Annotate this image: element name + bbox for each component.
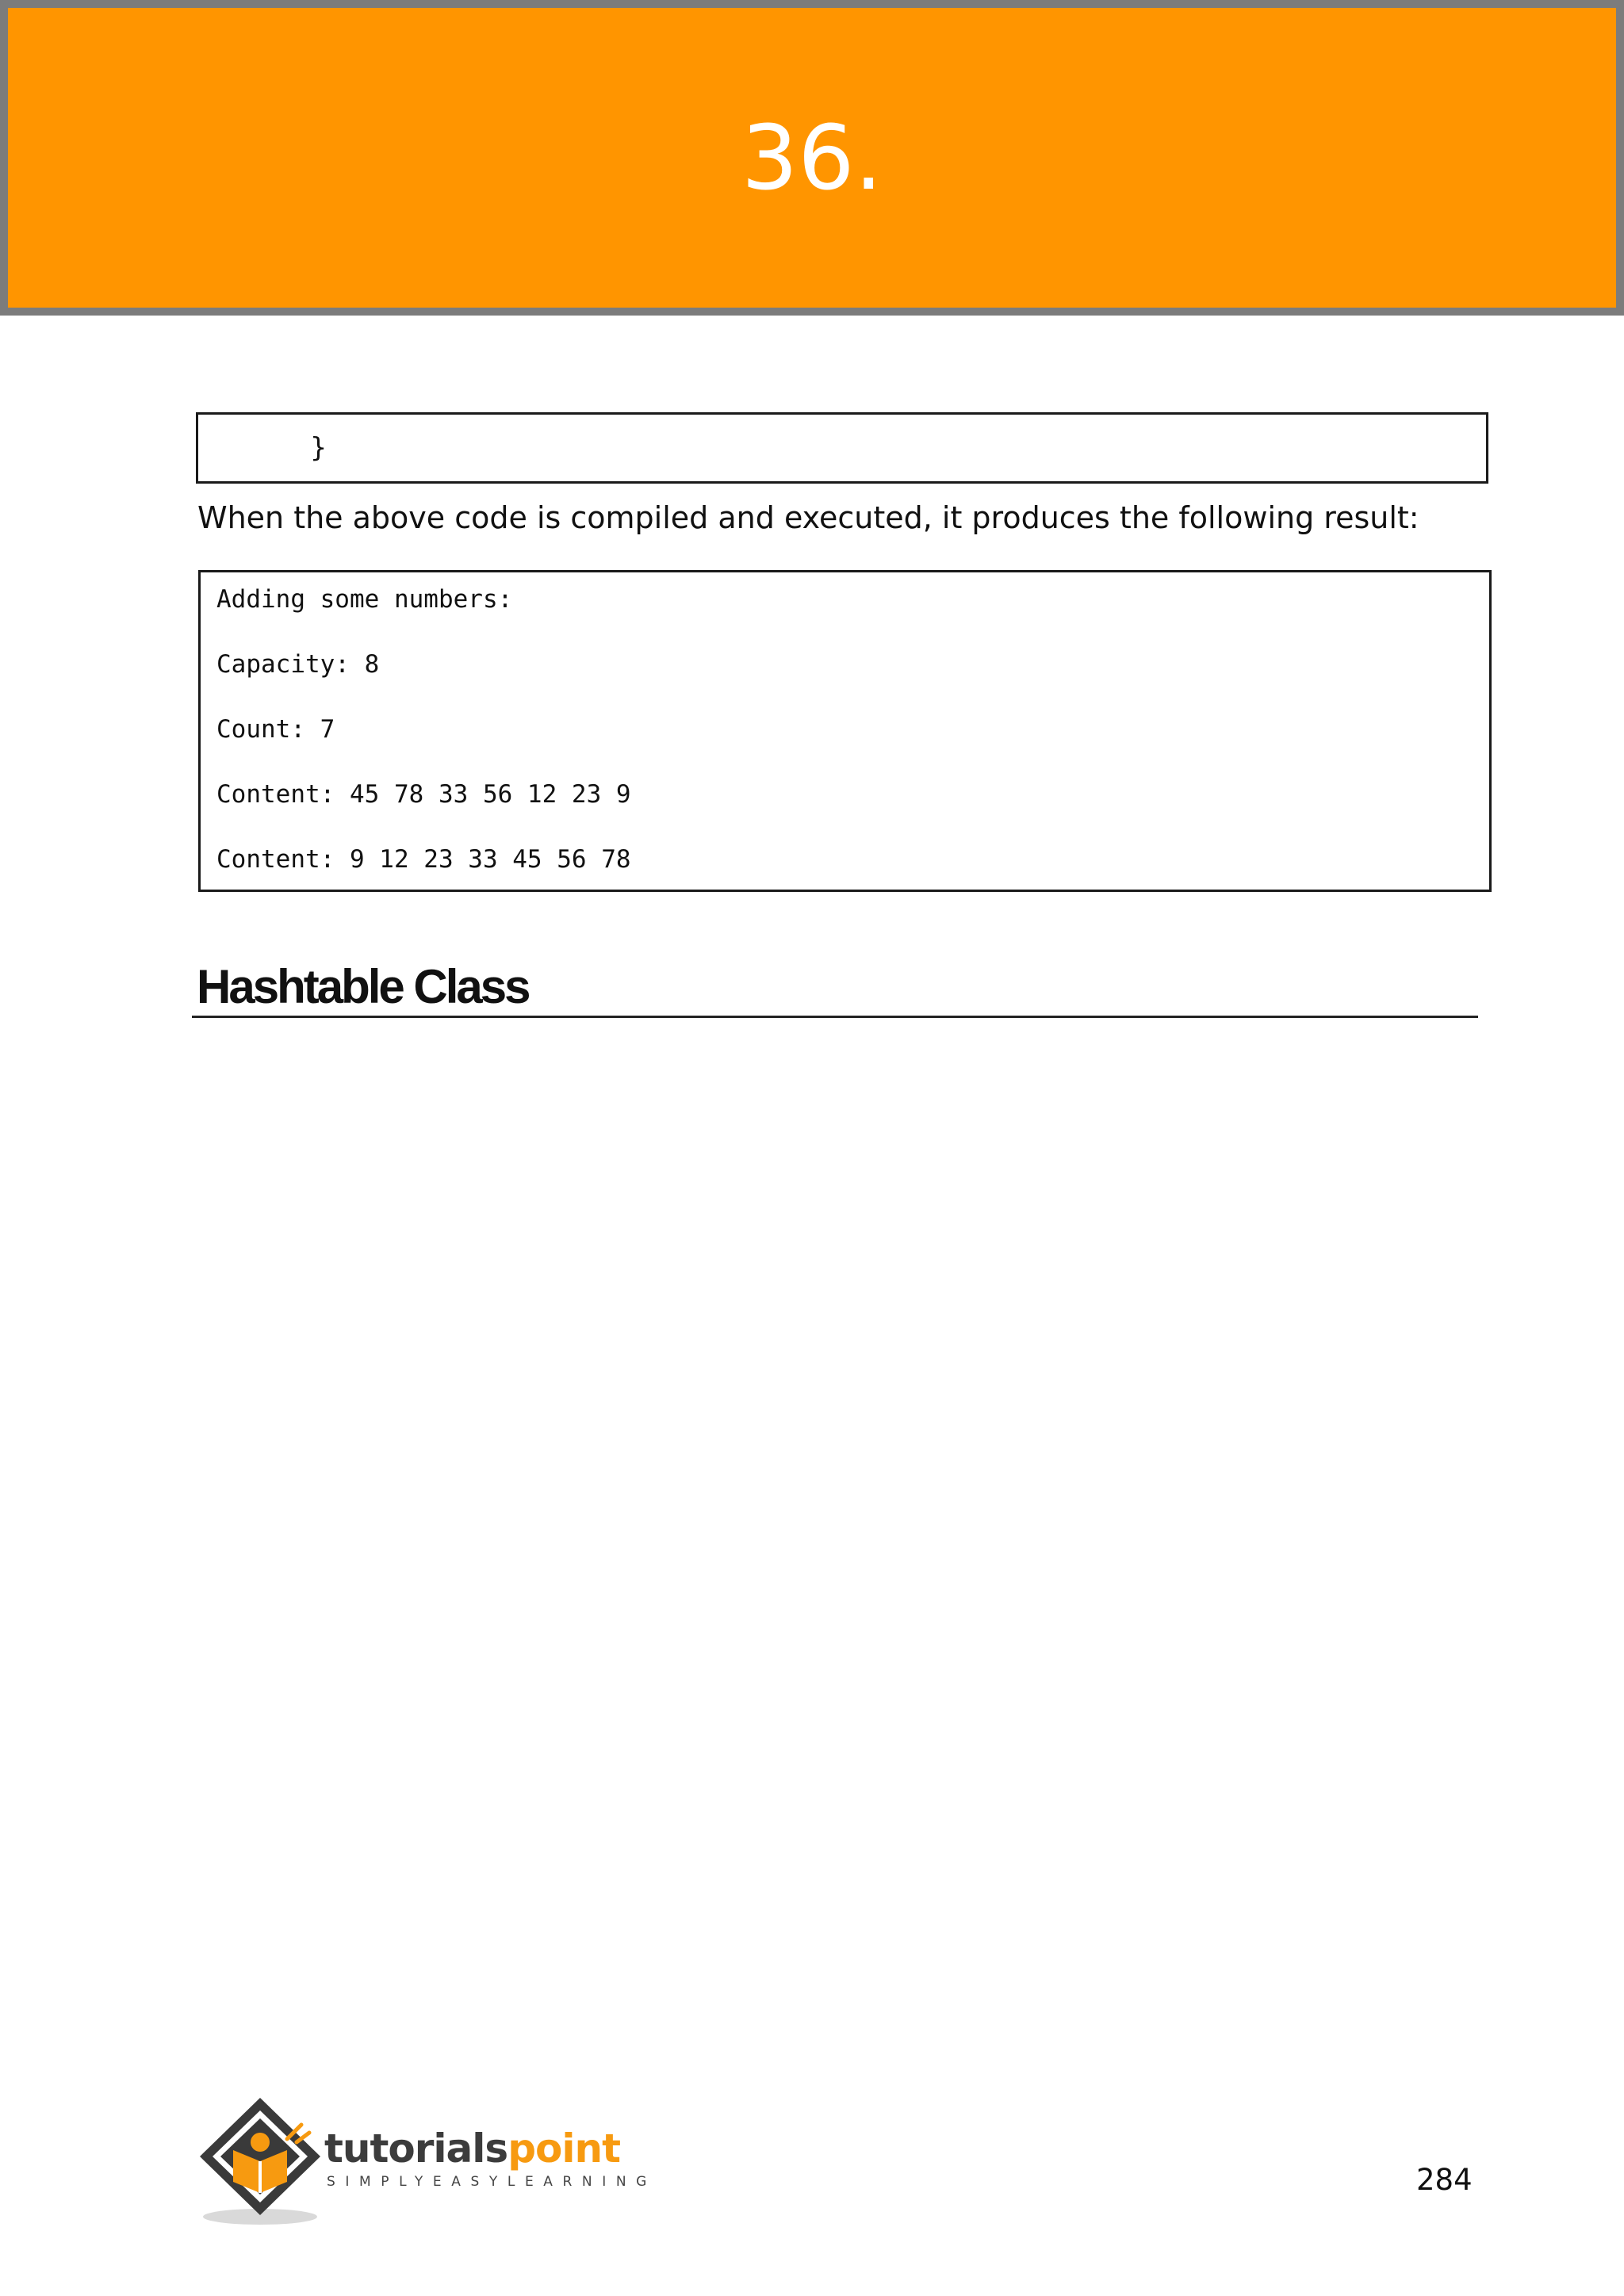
logo-wordmark [324,2126,620,2171]
output-line: Content: 9 12 23 33 45 56 78 [216,845,631,874]
section-heading: Hashtable Class [197,960,529,1013]
logo-wordmark-primary: tutorials [324,2126,508,2172]
chapter-number: 36. [741,107,883,210]
logo-diamond-icon [193,2093,328,2228]
result-intro-paragraph: When the above code is compiled and executed, it produces the following result: [197,500,1419,535]
output-line: Adding some numbers: [216,585,513,614]
chapter-banner [0,0,1624,316]
logo-wordmark-accent: point [508,2126,620,2172]
logo-tagline: SIMPLYEASYLEARNING [327,2174,657,2190]
tutorialspoint-logo [193,2093,657,2228]
output-line: Count: 7 [216,715,335,744]
output-line: Content: 45 78 33 56 12 23 9 [216,780,631,809]
output-line: Capacity: 8 [216,650,380,679]
code-line: } [262,432,327,464]
page-number: 284 [1416,2163,1473,2197]
code-fragment-box [196,412,1488,484]
program-output-box [198,570,1492,892]
heading-underline [192,1016,1478,1018]
